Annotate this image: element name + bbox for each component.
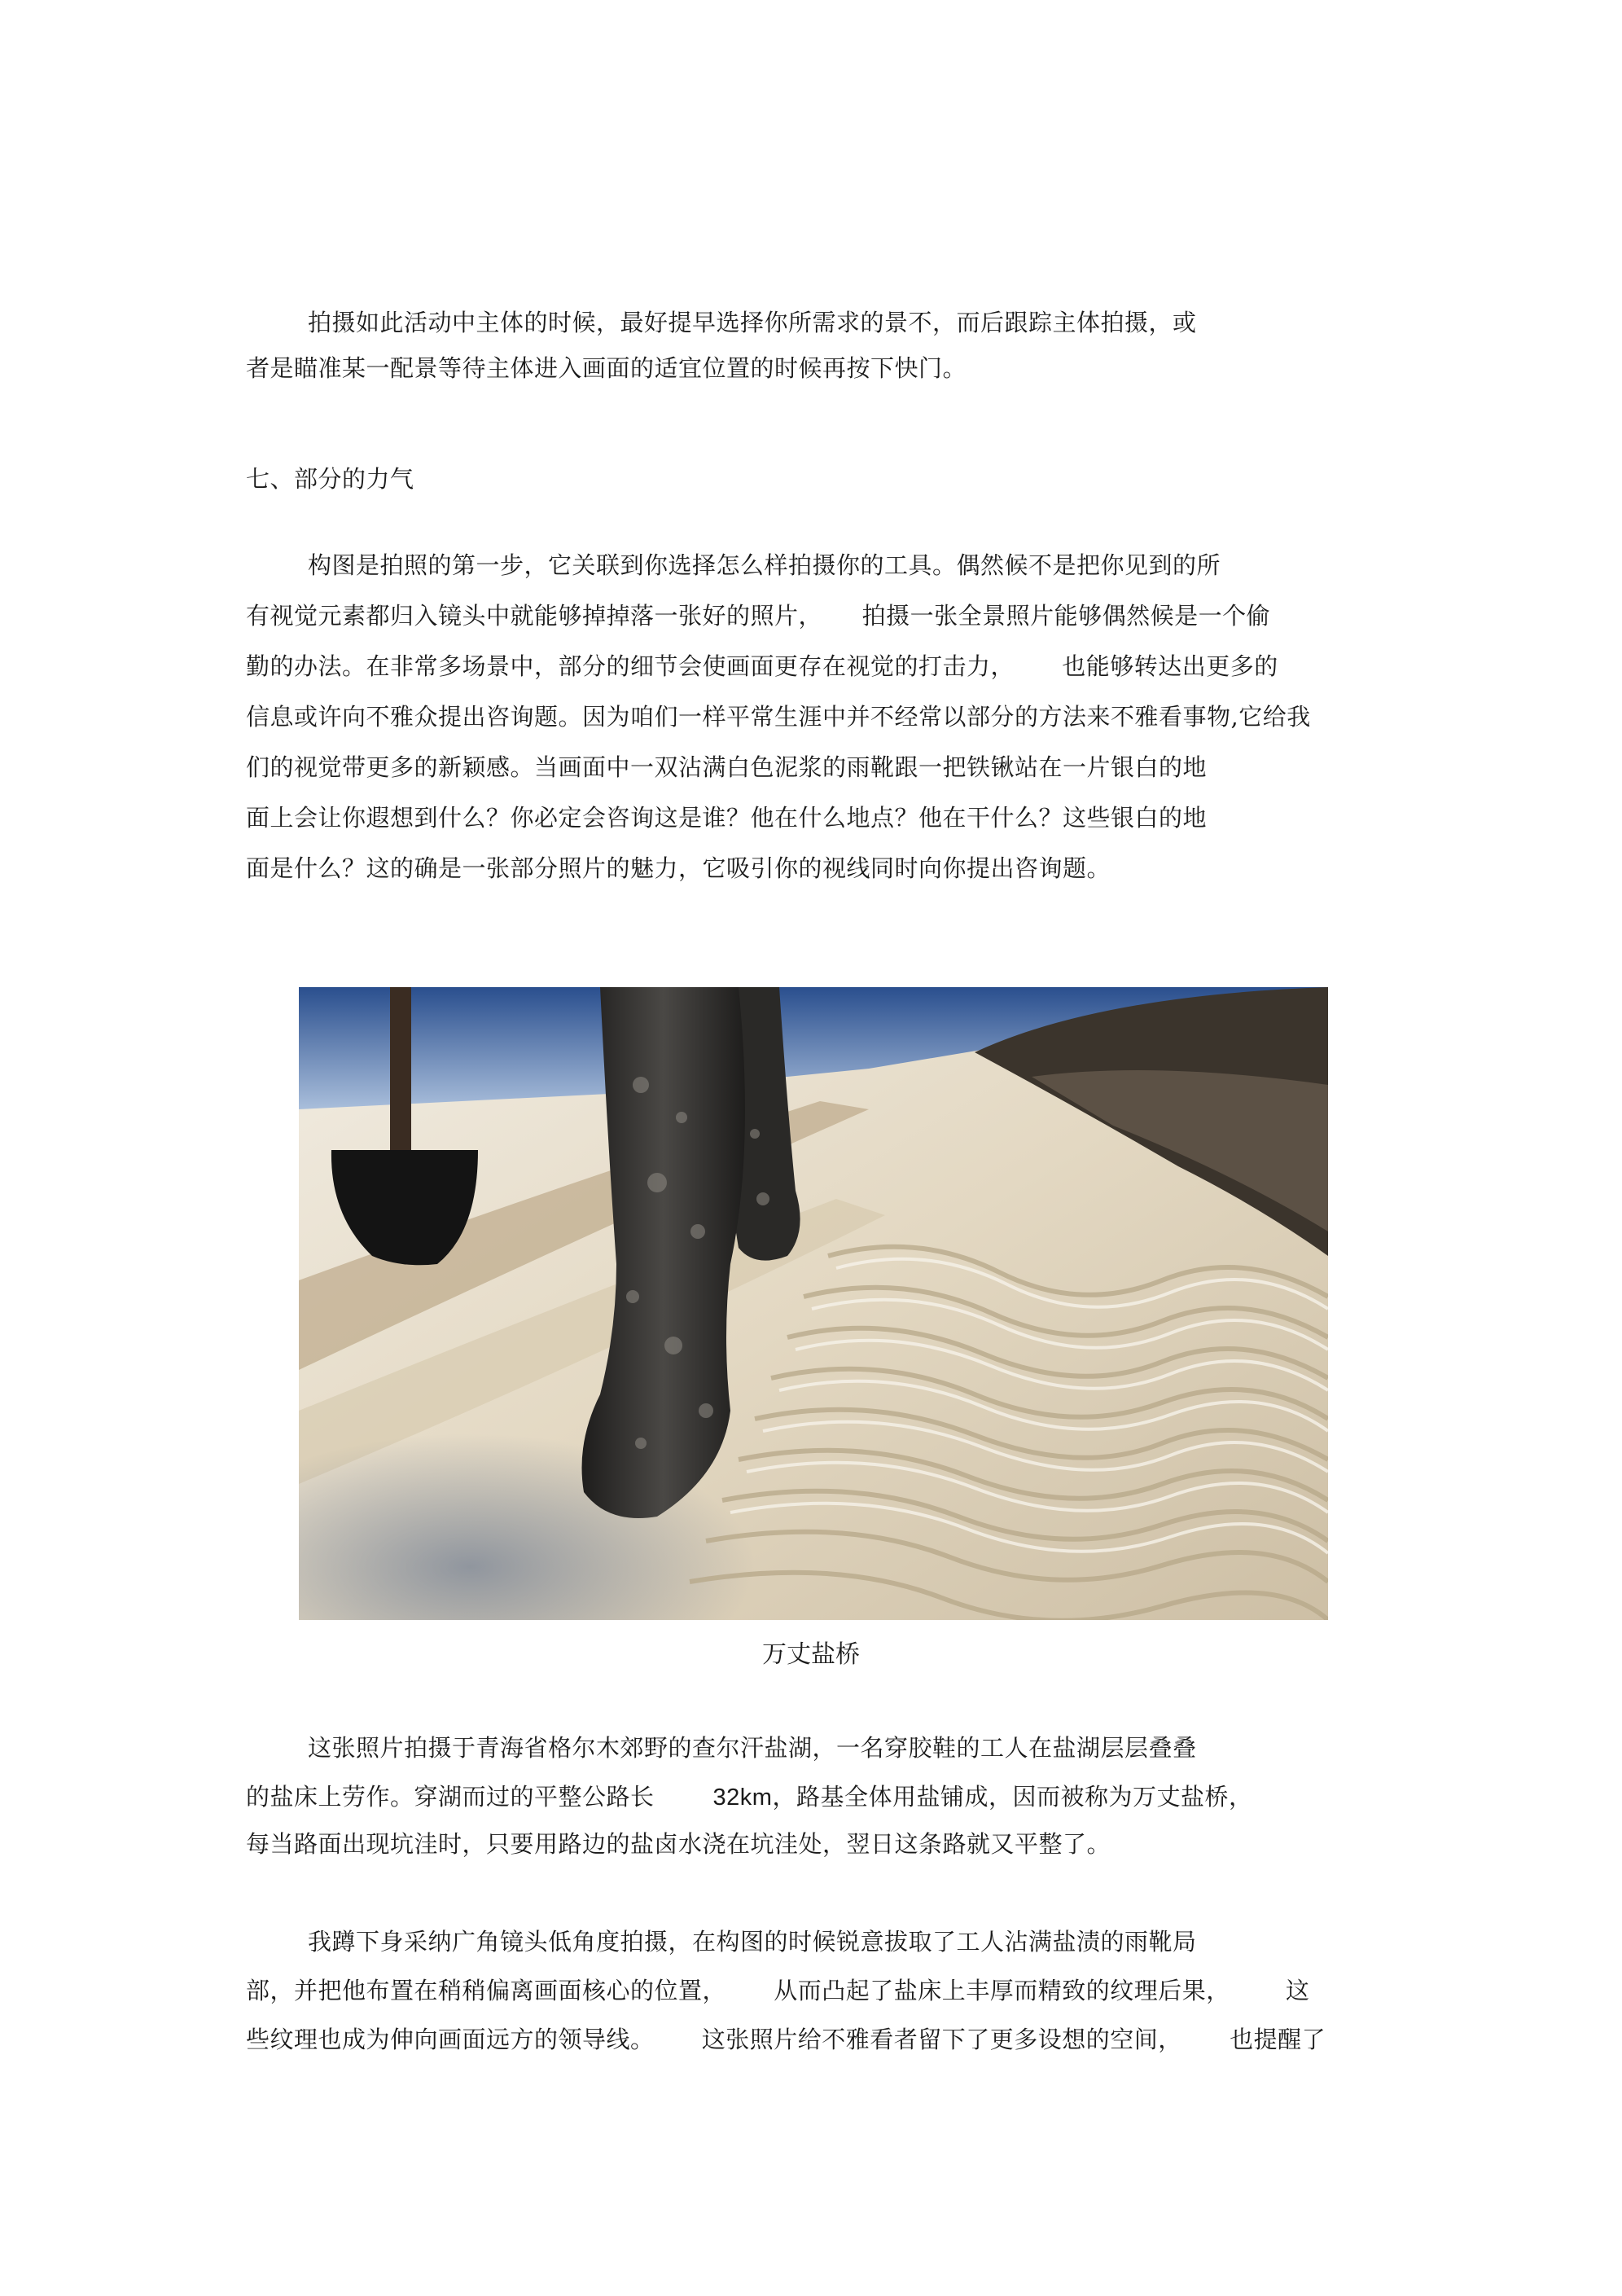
paragraph2-line1: 构图是拍照的第一步，它关联到你选择怎么样拍摄你的工具。偶然候不是把你见到的所 bbox=[308, 551, 1221, 579]
paragraph2-line2: 有视觉元素都归入镜头中就能够掉掉落一张好的照片， 拍摄一张全景照片能够偶然候是一个偷 bbox=[246, 602, 1271, 630]
salt-bridge-photo bbox=[299, 987, 1328, 1620]
paragraph3-line2-end: ，路基全体用盐铺成，因而被称为万丈盐桥， bbox=[772, 1783, 1253, 1811]
paragraph3-line3: 每当路面出现坑洼时，只要用路边的盐卤水浇在坑洼处，翌日这条路就又平整了。 bbox=[246, 1830, 1111, 1858]
paragraph4-line1: 我蹲下身采纳广角镜头低角度拍摄，在构图的时候锐意拔取了工人沾满盐渍的雨靴局 bbox=[308, 1928, 1197, 1956]
paragraph2-line3: 勤的办法。在非常多场景中，部分的细节会使画面更存在视觉的打击力， 也能够转达出更多的 bbox=[246, 652, 1278, 680]
paragraph1-line2: 者是瞄准某一配景等待主体进入画面的适宜位置的时候再按下快门。 bbox=[246, 354, 967, 382]
paragraph4-line3: 些纹理也成为伸向画面远方的领导线。 这张照片给不雅看者留下了更多设想的空间， 也提醒了 bbox=[246, 2026, 1326, 2053]
paragraph1-line1: 拍摄如此活动中主体的时候，最好提早选择你所需求的景不，而后跟踪主体拍摄，或 bbox=[308, 309, 1197, 336]
paragraph4-line2: 部，并把他布置在稍稍偏离画面核心的位置， 从而凸起了盐床上丰厚而精致的纹理后果， 这 bbox=[246, 1977, 1310, 2004]
paragraph2-line7: 面是什么？这的确是一张部分照片的魅力，它吸引你的视线同时向你提出咨询题。 bbox=[246, 854, 1111, 882]
paragraph2-line4: 信息或许向不雅众提出咨询题。因为咱们一样平常生涯中并不经常以部分的方法来不雅看事物,它给我 bbox=[246, 703, 1311, 731]
photo-caption: 万丈盐桥 bbox=[762, 1640, 860, 1669]
paragraph3-distance: 32km bbox=[712, 1785, 773, 1811]
paragraph3-line2-start: 的盐床上劳作。穿湖而过的平整公路长 bbox=[246, 1783, 655, 1811]
paragraph2-line6: 面上会让你遐想到什么？你必定会咨询这是谁？他在什么地点？他在干什么？这些银白的地 bbox=[246, 804, 1208, 832]
paragraph3-line2 bbox=[246, 1780, 1252, 1814]
paragraph2-line5: 们的视觉带更多的新颖感。当画面中一双沾满白色泥浆的雨靴跟一把铁锹站在一片银白的地 bbox=[246, 753, 1208, 781]
section-heading: 七、部分的力气 bbox=[246, 465, 414, 493]
paragraph3-line1: 这张照片拍摄于青海省格尔木郊野的查尔汗盐湖，一名穿胶鞋的工人在盐湖层层叠叠 bbox=[308, 1734, 1197, 1762]
